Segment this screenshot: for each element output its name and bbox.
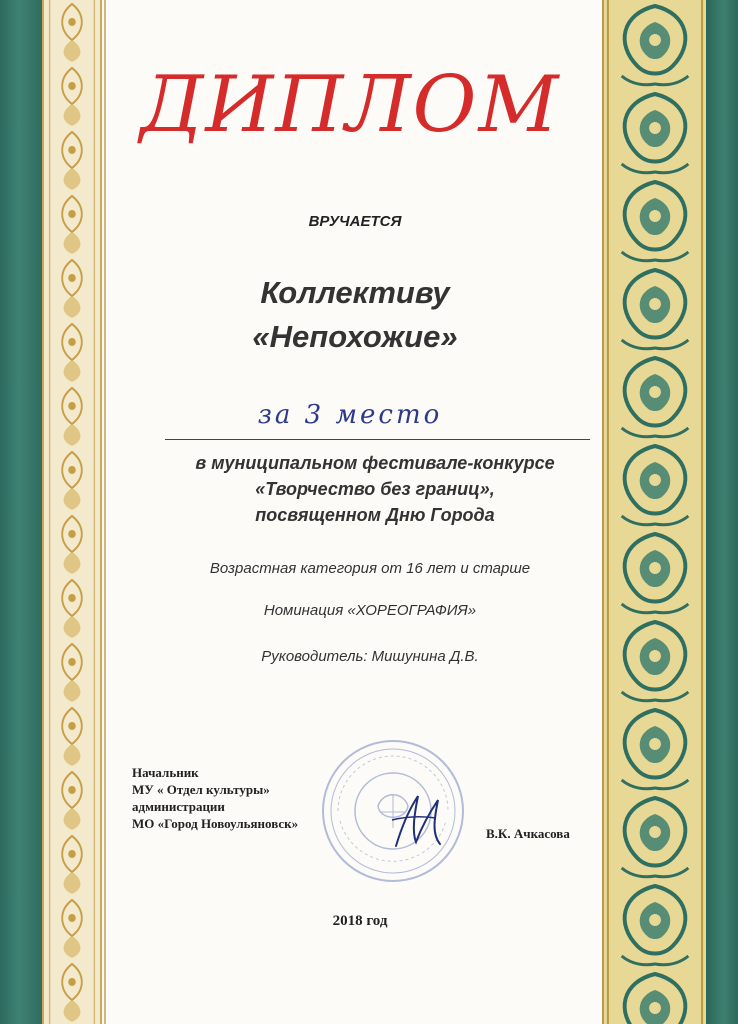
- left-green-border: [0, 0, 42, 1024]
- diploma-year: 2018 год: [332, 913, 388, 929]
- left-ornament-border: [42, 0, 102, 1024]
- recipient-name: [200, 271, 510, 359]
- diploma-title: ДИПЛОМ: [140, 60, 561, 150]
- right-ornament-border: [602, 0, 706, 1024]
- festival-description: [160, 450, 590, 528]
- place-underline: [165, 439, 590, 440]
- place-handwritten: за 3 место: [257, 400, 443, 430]
- signatory-line-1: Начальник: [132, 765, 199, 780]
- nomination: Номинация «ХОРЕОГРАФИЯ»: [263, 602, 477, 619]
- age-category: Возрастная категория от 16 лет и старше: [209, 560, 531, 577]
- festival-line-2: «Творчество без границ»,: [255, 479, 495, 499]
- recipient-line-1: Коллективу: [260, 275, 450, 310]
- festival-line-1: в муниципальном фестивале-конкурсе: [195, 453, 555, 473]
- awarded-label: ВРУЧАЕТСЯ: [308, 213, 402, 230]
- left-border-line: [104, 0, 106, 1024]
- leader: Руководитель: Мишунина Д.В.: [261, 648, 479, 665]
- signatory-line-3: администрации: [132, 799, 225, 814]
- right-green-border: [706, 0, 738, 1024]
- signature-icon: [388, 786, 448, 858]
- recipient-line-2: «Непохожие»: [252, 319, 458, 354]
- signatory-name: В.К. Ачкасова: [486, 826, 570, 841]
- festival-line-3: посвященном Дню Города: [255, 505, 495, 525]
- signatory-line-4: МО «Город Новоульяновск»: [132, 816, 299, 831]
- signatory-line-2: МУ « Отдел культуры»: [132, 782, 270, 797]
